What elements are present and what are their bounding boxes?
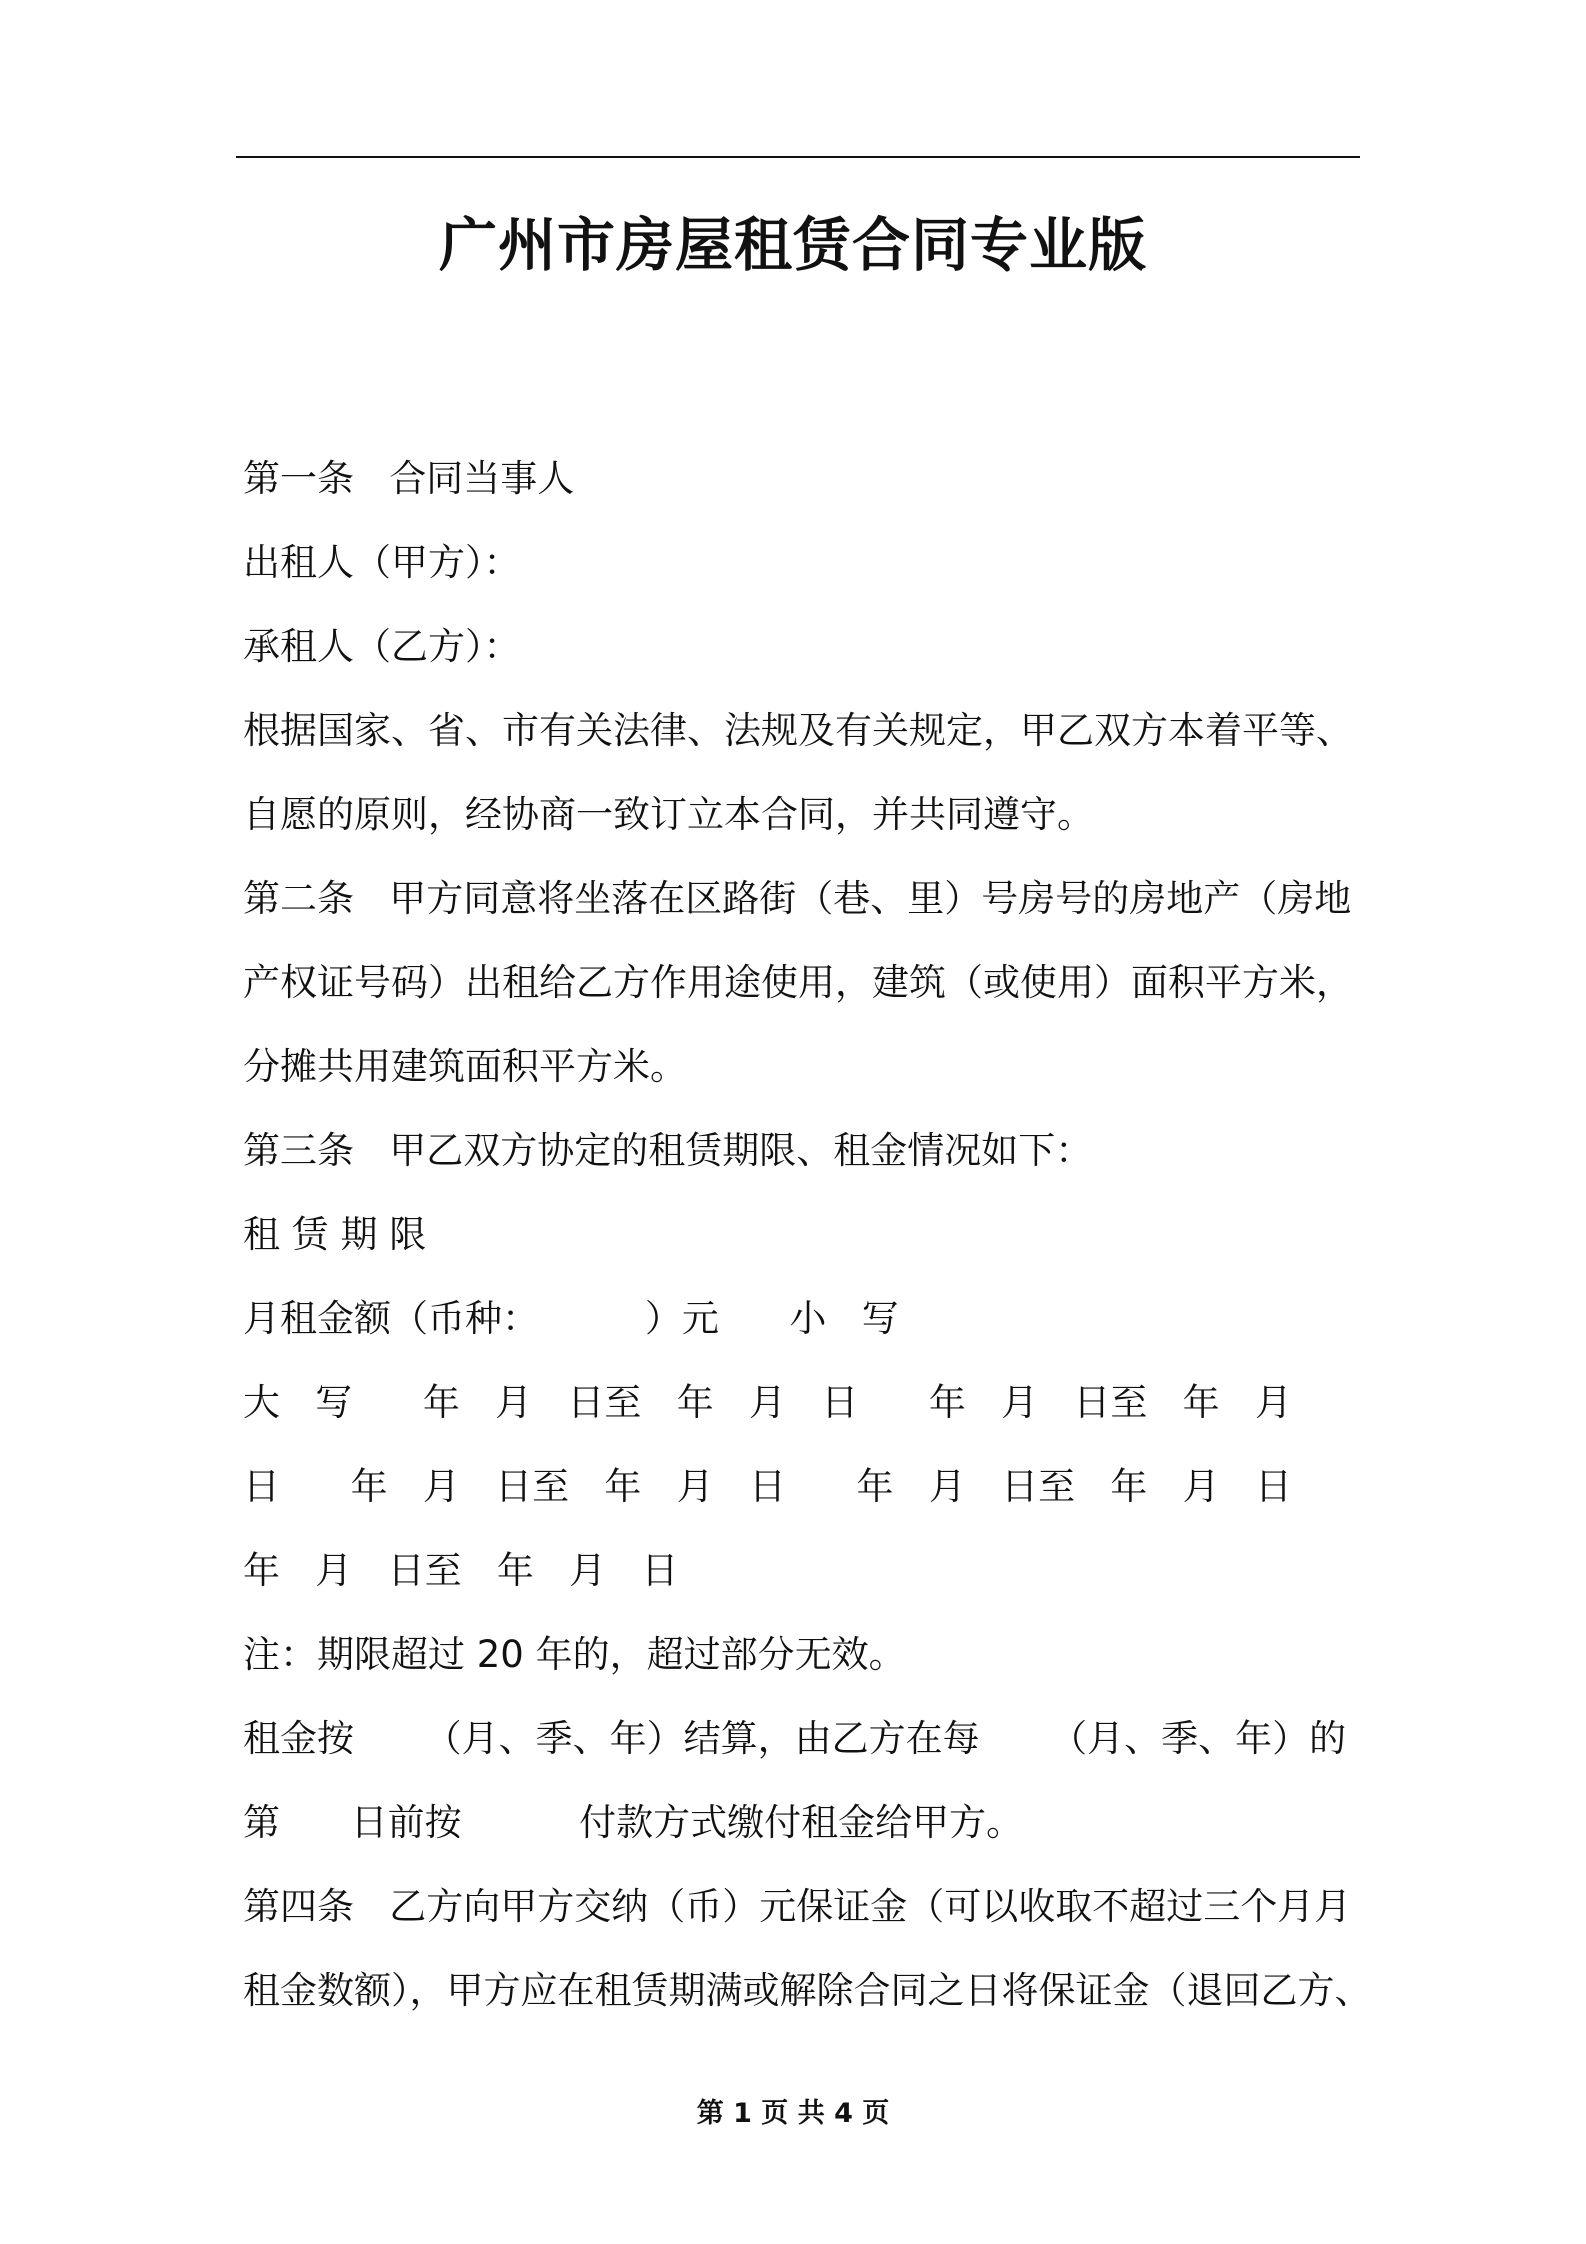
date-range-line-3: 年 月 日至 年 月 日: [243, 1549, 679, 1592]
lessee-line: 承租人（乙方）：: [243, 625, 521, 668]
rent-settlement-line-2: 第 日前按 付款方式缴付租金给甲方。: [243, 1801, 1024, 1844]
document-title: 广州市房屋租赁合同专业版: [438, 211, 1147, 279]
monthly-rent-line: 月租金额（币种： ）元 小 写: [243, 1297, 899, 1340]
date-range-line-1: 大 写 年 月 日至 年 月 日 年 月 日至 年 月: [243, 1381, 1292, 1424]
rent-settlement-line-1: 租金按 （月、季、年）结算，由乙方在每 （月、季、年）的: [243, 1717, 1347, 1760]
clause-1-heading: 第一条 合同当事人: [243, 457, 575, 500]
clause-4-line-1: 第四条 乙方向甲方交纳（币）元保证金（可以收取不超过三个月月: [243, 1885, 1352, 1928]
date-range-line-2: 日 年 月 日至 年 月 日 年 月 日至 年 月 日: [243, 1465, 1292, 1508]
preamble-line-2: 自愿的原则，经协商一致订立本合同，并共同遵守。: [243, 793, 1094, 836]
clause-4-line-2: 租金数额），甲方应在租赁期满或解除合同之日将保证金（退回乙方、: [243, 1969, 1372, 2012]
clause-2-line-2: 产权证号码）出租给乙方作用途使用，建筑（或使用）面积平方米，: [243, 961, 1353, 1004]
header-rule: [236, 156, 1360, 158]
clause-3-heading: 第三条 甲乙双方协定的租赁期限、租金情况如下：: [243, 1129, 1093, 1172]
term-note: 注：期限超过 20 年的，超过部分无效。: [243, 1633, 906, 1676]
clause-2-line-3: 分摊共用建筑面积平方米。: [243, 1045, 687, 1088]
lease-term-label: 租 赁 期 限: [243, 1213, 427, 1256]
preamble-line-1: 根据国家、省、市有关法律、法规及有关规定，甲乙双方本着平等、: [243, 709, 1353, 752]
document-body: [243, 437, 1373, 2033]
clause-2-line-1: 第二条 甲方同意将坐落在区路街（巷、里）号房号的房地产（房地: [243, 877, 1352, 920]
lessor-line: 出租人（甲方）：: [243, 541, 521, 584]
page-number-footer: 第 1 页 共 4 页: [696, 2098, 890, 2129]
